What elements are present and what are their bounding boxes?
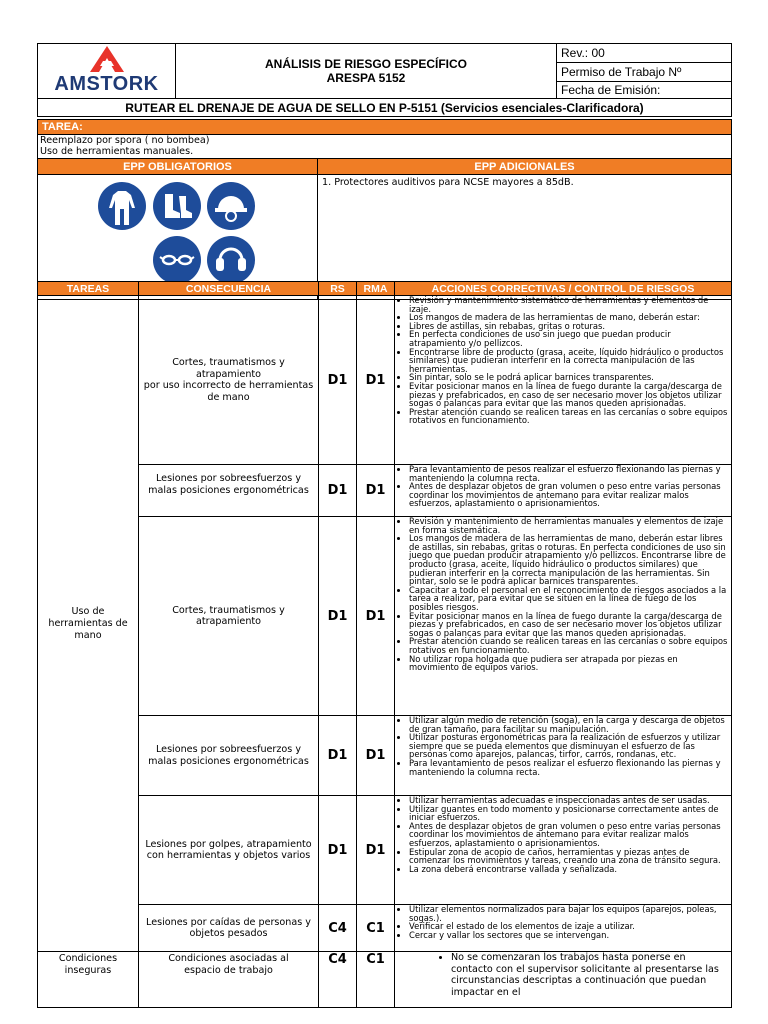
rma-cell: D1 <box>357 517 395 716</box>
actions-cell <box>395 796 732 905</box>
action-item: • Los mangos de madera de las herramientas de mano, deberán estar libres de astillas, sin rebabas, gritas o roturas. En perfecta condiciones de uso sin juego que puedan producir atrapamiento y/o pellizcos. Encontrarse libre de producto (grasa, aceite, líquido hidráulico o productos similares) que pudieran interferir en la correcta manipulación de las herramientas. Sin pintar, solo se le podrá aplicar barnices transparentes. <box>409 534 729 586</box>
permit-field: Permiso de Trabajo Nº <box>557 63 732 82</box>
rs-cell: D1 <box>319 517 357 716</box>
job-title: RUTEAR EL DRENAJE DE AGUA DE SELLO EN P-5151 (Servicios esenciales-Clarificadora) <box>38 99 732 117</box>
ear-protection-icon <box>206 235 256 285</box>
action-item: • Evitar posicionar manos en la línea de fuego durante la carga/descarga de piezas y prefabricados, en caso de ser necesario mover los objetos utilizar sogas o palancas para evitar que las manos queden aprisionadas. <box>409 612 729 638</box>
consequence-cell: Cortes, traumatismos y atrapamiento por uso incorrecto de herramientas de mano <box>139 296 319 465</box>
tarea-description <box>38 135 732 159</box>
rs-cell: D1 <box>319 796 357 905</box>
rma-cell: D1 <box>357 296 395 465</box>
safety-boots-icon <box>152 181 202 231</box>
logo-cell <box>38 44 176 99</box>
table-row <box>38 517 732 716</box>
action-item: • Utilizar herramientas adecuadas e inspeccionadas antes de ser usadas. <box>409 796 729 805</box>
action-item: • No utilizar ropa holgada que pudiera ser atrapada por piezas en movimiento de equipos varios. <box>409 655 729 672</box>
action-item: • Prestar atención cuando se realicen tareas en las cercanías o sobre equipos rotativos en funcionamiento. <box>409 408 729 425</box>
col-header-rma: RMA <box>357 282 395 296</box>
rev-field: Rev.: 00 <box>557 44 732 63</box>
actions-cell <box>395 905 732 952</box>
col-header-tareas: TAREAS <box>38 282 139 296</box>
actions-cell <box>395 517 732 716</box>
task-name-cell: Uso de herramientas de mano <box>38 296 139 952</box>
consequence-cell: Lesiones por sobreesfuerzos y malas posiciones ergonométricas <box>139 465 319 517</box>
action-item: • Sin pintar, solo se le podrá aplicar barnices transparentes. <box>409 373 729 382</box>
action-item: • Evitar posicionar manos en la línea de fuego durante la carga/descarga de piezas y prefabricados, en caso de ser necesario mover los objetos utilizar sogas o palancas para evitar que las manos queden aprisionadas. <box>409 382 729 408</box>
table-row <box>38 465 732 517</box>
consequence-cell: Lesiones por golpes, atrapamiento con herramientas y objetos varios <box>139 796 319 905</box>
table-row <box>38 716 732 796</box>
consequence-cell: Lesiones por sobreesfuerzos y malas posiciones ergonométricas <box>139 716 319 796</box>
col-header-acciones: ACCIONES CORRECTIVAS / CONTROL DE RIESGOS <box>395 282 732 296</box>
consequence-cell: Condiciones asociadas al espacio de trabajo <box>139 952 319 1008</box>
action-item: • Utilizar guantes en todo momento y posicionarse correctamente antes de iniciar esfuerzos. <box>409 805 729 822</box>
tarea-line-2: Uso de herramientas manuales. <box>40 146 194 157</box>
rma-cell: D1 <box>357 796 395 905</box>
action-item: • Capacitar a todo el personal en el reconocimiento de riesgos asociados a la tarea a realizar, para evitar que se sitúen en la línea de fuego de los posibles riesgos. <box>409 586 729 612</box>
action-item: • Libres de astillas, sin rebabas, gritas o roturas. <box>409 322 729 331</box>
doc-title-cell <box>176 44 557 99</box>
task-name-cell: Condiciones inseguras <box>38 952 139 1008</box>
tarea-header: TAREA: <box>38 120 732 135</box>
actions-cell <box>395 296 732 465</box>
action-item: • Para levantamiento de pesos realizar el esfuerzo flexionando las piernas y manteniendo la columna recta. <box>409 759 729 776</box>
col-header-consecuencia: CONSECUENCIA <box>139 282 319 296</box>
table-row <box>38 796 732 905</box>
epp-adicional-1: 1. Protectores auditivos para NCSE mayores a 85dB. <box>322 177 574 188</box>
action-item: • En perfecta condiciones de uso sin juego que puedan producir atrapamiento y/o pellizcos. <box>409 330 729 347</box>
consequence-cell: Lesiones por caídas de personas y objetos pesados <box>139 905 319 952</box>
action-item: • Encontrarse libre de producto (grasa, aceite, líquido hidráulico o productos similares) que pudieran interferir en la correcta manipulación de las herramientas. <box>409 348 729 374</box>
hard-hat-icon <box>206 181 256 231</box>
rma-cell: C1 <box>357 952 395 1008</box>
rs-cell: D1 <box>319 716 357 796</box>
doc-title: ANÁLISIS DE RIESGO ESPECÍFICO <box>264 57 468 71</box>
amstork-logo-icon <box>90 46 124 72</box>
action-item: • Cercar y vallar los sectores que se intervengan. <box>409 931 729 940</box>
rs-cell: D1 <box>319 465 357 517</box>
action-item: • La zona deberá encontrarse vallada y señalizada. <box>409 865 729 874</box>
action-item: • Antes de desplazar objetos de gran volumen o peso entre varias personas coordinar los movimientos de antemano para evitar realizar malos esfuerzos, aplastamiento o aprisionamientos. <box>409 822 729 848</box>
action-item: • Utilizar posturas ergonométricas para la realización de esfuerzos y utilizar siempre que se pueda elementos que disminuyan el esfuerzo de las personas como aparejos, palancas, tirfor, carros, rondanas, etc. <box>409 733 729 759</box>
rma-cell: D1 <box>357 465 395 517</box>
epp-adicionales-header: EPP ADICIONALES <box>318 159 732 175</box>
rma-cell: D1 <box>357 716 395 796</box>
coverall-icon <box>97 181 147 231</box>
rs-cell: C4 <box>319 952 357 1008</box>
table-row <box>38 952 732 1008</box>
table-row <box>38 905 732 952</box>
action-item: • Estipular zona de acopio de caños, herramientas y piezas antes de comenzar los movimientos y tareas, creando una zona de tránsito segura. <box>409 848 729 865</box>
rs-cell: D1 <box>319 296 357 465</box>
action-item: • Verificar el estado de los elementos de izaje a utilizar. <box>409 922 729 931</box>
action-item: • Revisión y mantenimiento sistemático de herramientas y elementos de izaje. <box>409 296 729 313</box>
actions-cell <box>395 952 732 1008</box>
date-field: Fecha de Emisión: <box>557 82 732 99</box>
action-item: • Los mangos de madera de las herramientas de mano, deberán estar: <box>409 313 729 322</box>
rs-cell: C4 <box>319 905 357 952</box>
doc-code: ARESPA 5152 <box>326 71 406 85</box>
consequence-cell: Cortes, traumatismos y atrapamiento <box>139 517 319 716</box>
action-item: • Para levantamiento de pesos realizar el esfuerzo flexionando las piernas y manteniendo la columna recta. <box>409 465 729 482</box>
action-item: • Prestar atención cuando se realicen tareas en las cercanías o sobre equipos rotativos en funcionamiento. <box>409 637 729 654</box>
risk-table <box>37 281 732 1008</box>
action-item: • Revisión y mantenimiento de herramientas manuales y elementos de izaje en forma sistemática. <box>409 517 729 534</box>
action-item: • Utilizar algún medio de retención (soga), en la carga y descarga de objetos de gran tamaño, para facilitar su manipulación. <box>409 716 729 733</box>
document-header <box>37 43 732 117</box>
actions-cell <box>395 465 732 517</box>
action-item: • No se comenzaran los trabajos hasta ponerse en contacto con el supervisor solicitante al presentarse las circunstancias descriptas a continuación que puedan impactar en el <box>451 952 725 998</box>
table-row <box>38 296 732 465</box>
task-epp-section <box>37 119 732 300</box>
rma-cell: C1 <box>357 905 395 952</box>
epp-obligatorios-header: EPP OBLIGATORIOS <box>38 159 318 175</box>
safety-glasses-icon <box>152 235 202 285</box>
tarea-line-1: Reemplazo por spora ( no bombea) <box>40 135 210 146</box>
action-item: • Antes de desplazar objetos de gran volumen o peso entre varias personas coordinar los movimientos de antemano para evitar realizar malos esfuerzos, aplastamiento o aprisionamientos. <box>409 482 729 508</box>
actions-cell <box>395 716 732 796</box>
logo-text: AMSTORK <box>54 73 159 95</box>
col-header-rs: RS <box>319 282 357 296</box>
action-item: • Utilizar elementos normalizados para bajar los equipos (aparejos, poleas, sogas.). <box>409 905 729 922</box>
